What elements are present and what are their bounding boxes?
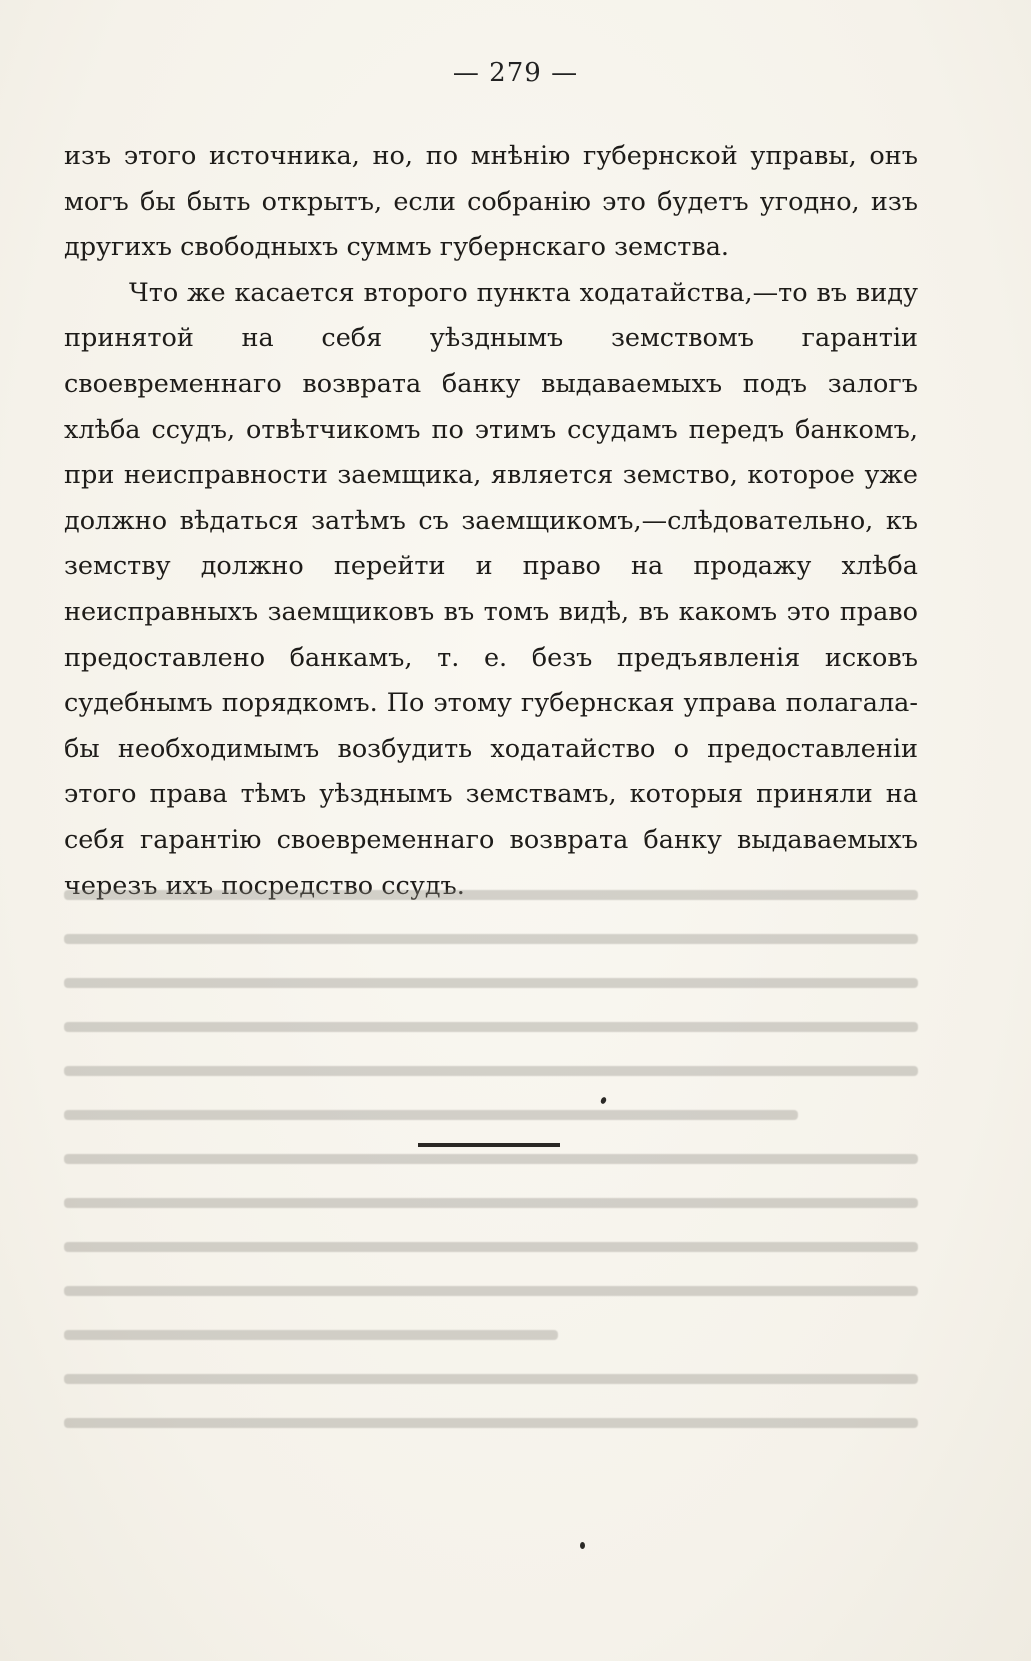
body-text: [64, 134, 918, 909]
ink-speck: [580, 1542, 585, 1549]
paragraph-second-point: Что же касается второго пункта ходатайства,—то въ виду принятой на себя уѣзднымъ земствомъ гарантіи своевременнаго возврата банку выдаваемыхъ подъ залогъ хлѣба ссудъ, отвѣтчикомъ по этимъ ссудамъ передъ банкомъ, при неисправности заемщика, является земство, которое уже должно вѣдаться затѣмъ съ заемщикомъ,—слѣдовательно, къ земству должно перейти и право на продажу хлѣба неисправныхъ заемщиковъ въ томъ видѣ, въ какомъ это право предоставлено банкамъ, т. е. безъ предъявленія исковъ судебнымъ порядкомъ. По этому губернская управа полагала-бы необходимымъ возбудить ходатайство о предоставленіи этого права тѣмъ уѣзднымъ земствамъ, которыя приняли на себя гарантію своевременнаго возврата банку выдаваемыхъ черезъ ихъ посредство ссудъ.: [64, 277, 918, 901]
section-divider-rule: [418, 1143, 560, 1147]
show-through-texture: [64, 876, 918, 1450]
paragraph-continuation: изъ этого источника, но, по мнѣнію губернской управы, онъ могъ бы быть открытъ, если собранію это будетъ угодно, изъ другихъ свободныхъ суммъ губернскаго земства.: [64, 141, 918, 263]
page-number: — 279 —: [452, 58, 579, 88]
